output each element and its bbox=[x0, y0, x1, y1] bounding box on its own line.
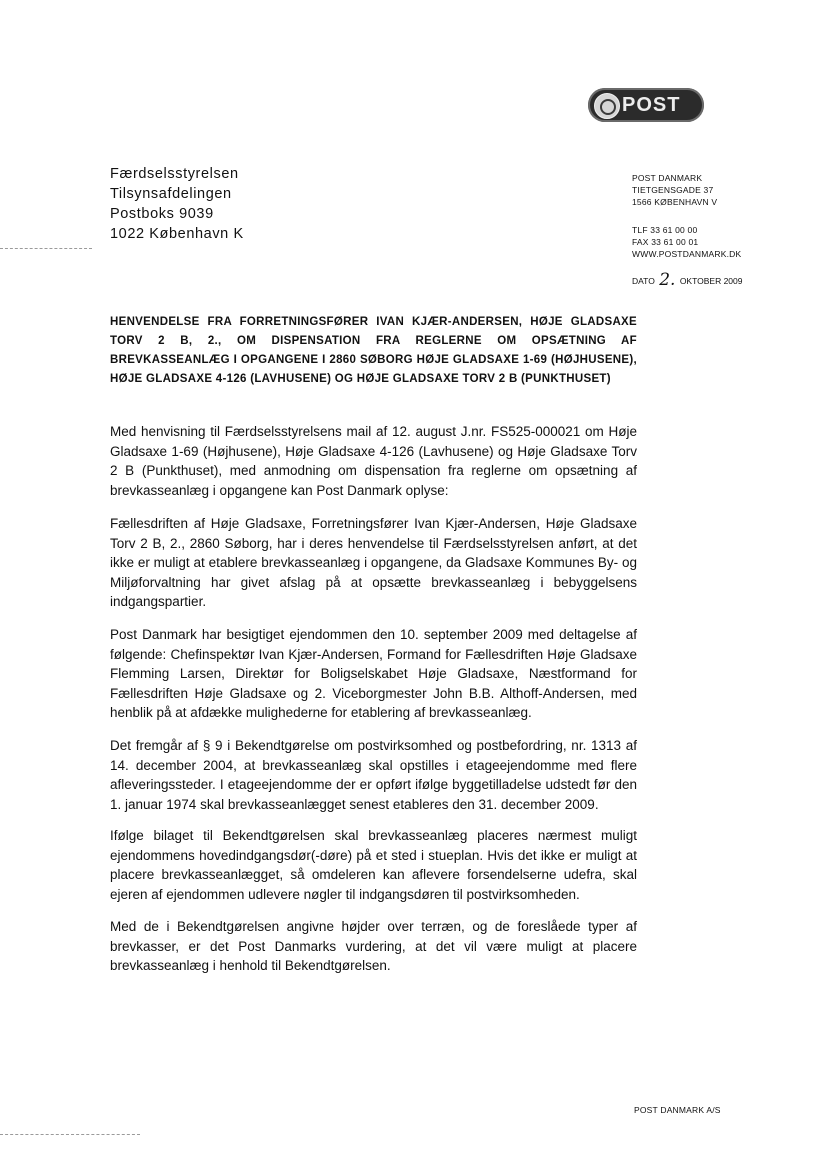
sender-phone: TLF 33 61 00 00 bbox=[632, 225, 698, 235]
sender-city: 1566 KØBENHAVN V bbox=[632, 197, 718, 207]
sender-fax: FAX 33 61 00 01 bbox=[632, 237, 699, 247]
date-day: 2. bbox=[659, 270, 676, 290]
body-paragraph: Det fremgår af § 9 i Bekendtgørelse om postvirksomhed og postbefordring, nr. 1313 af 14. december 2004, at brevkasseanlæg skal opstilles i etageejendomme med flere afleveringssteder. I etageejendomme der er opført ifølge byggetilladelse udstedt før den 1. januar 1974 skal brevkasseanlægget senest etableres den 31. december 2009. bbox=[110, 738, 637, 812]
sender-contact bbox=[632, 224, 741, 260]
body-paragraph: Fællesdriften af Høje Gladsaxe, Forretningsfører Ivan Kjær-Andersen, Høje Gladsaxe Torv 2 B, 2., 2860 Søborg, har i deres henvendelse til Færdselsstyrelsen anført, at det ikke er muligt at etablere brevkasseanlæg i opgangene, da Gladsaxe Kommunes By- og Miljøforvaltning har givet afslag på at opsætte brevkasseanlæg i bebyggelsens indgangspartier. bbox=[110, 516, 637, 609]
crown-seal-icon bbox=[594, 93, 620, 119]
sender-website: WWW.POSTDANMARK.DK bbox=[632, 249, 742, 259]
post-danmark-logo bbox=[588, 88, 704, 122]
letter-date bbox=[632, 272, 743, 288]
sender-street: TIETGENSGADE 37 bbox=[632, 185, 714, 195]
body-paragraph: Post Danmark har besigtiget ejendommen den 10. september 2009 med deltagelse af følgende: Chefinspektør Ivan Kjær-Andersen, Formand for Fællesdriften Høje Gladsaxe Flemming Larsen, Direktør for Boligselskabet Høje Gladsaxe, Næstformand for Fællesdriften Høje Gladsaxe og 2. Viceborgmester John B.B. Althoff-Andersen, med henblik på at afdække mulighederne for etablering af brevkasseanlæg. bbox=[110, 627, 637, 720]
body-paragraph: Med henvisning til Færdselsstyrelsens mail af 12. august J.nr. FS525-000021 om Høje Gladsaxe 1-69 (Højhusene), Høje Gladsaxe 4-126 (Lavhusene) og Høje Gladsaxe Torv 2 B (Punkthuset), med anmodning om dispensation fra reglerne om opsætning af brevkasseanlæg i opgangene kan Post Danmark oplyse: bbox=[110, 424, 637, 498]
date-month-year: OKTOBER 2009 bbox=[679, 276, 743, 286]
sender-address bbox=[632, 172, 717, 208]
date-label: DATO bbox=[632, 276, 655, 286]
sender-name: POST DANMARK bbox=[632, 173, 703, 183]
recipient-line: Færdselsstyrelsen bbox=[110, 166, 239, 182]
page-footer: POST DANMARK A/S bbox=[634, 1105, 721, 1115]
recipient-line: Postboks 9039 bbox=[110, 206, 214, 222]
body-paragraph: Ifølge bilaget til Bekendtgørelsen skal brevkasseanlæg placeres nærmest muligt ejendommens hovedindgangsdør(-døre) på et sted i stueplan. Hvis det ikke er muligt at placere brevkasseanlægget, så omdeleren kan aflevere forsendelserne udefra, skal ejeren af ejendommen udlevere nøgler til indgangsdøren til postvirksomheden. bbox=[110, 828, 637, 902]
recipient-address bbox=[110, 164, 244, 244]
letter-subject: HENVENDELSE FRA FORRETNINGSFØRER IVAN KJÆR-ANDERSEN, HØJE GLADSAXE TORV 2 B, 2., OM DISPENSATION FRA REGLERNE OM OPSÆTNING AF BREVKASSEANLÆG I OPGANGENE I 2860 SØBORG HØJE GLADSAXE 1-69 (HØJHUSENE), HØJE GLADSAXE 4-126 (LAVHUSENE) OG HØJE GLADSAXE TORV 2 B (PUNKTHUSET) bbox=[110, 316, 637, 385]
page-edge-mark-bottom bbox=[0, 1134, 140, 1135]
logo-wordmark: POST bbox=[622, 94, 681, 116]
page-edge-mark-top bbox=[0, 248, 92, 249]
recipient-line: 1022 København K bbox=[110, 226, 244, 242]
body-paragraph: Med de i Bekendtgørelsen angivne højder over terræn, og de foreslåede typer af brevkasser, er det Post Danmarks vurdering, at det vil være muligt at placere brevkasseanlæg i henhold til Bekendtgørelsen. bbox=[110, 919, 637, 973]
recipient-line: Tilsynsafdelingen bbox=[110, 186, 232, 202]
